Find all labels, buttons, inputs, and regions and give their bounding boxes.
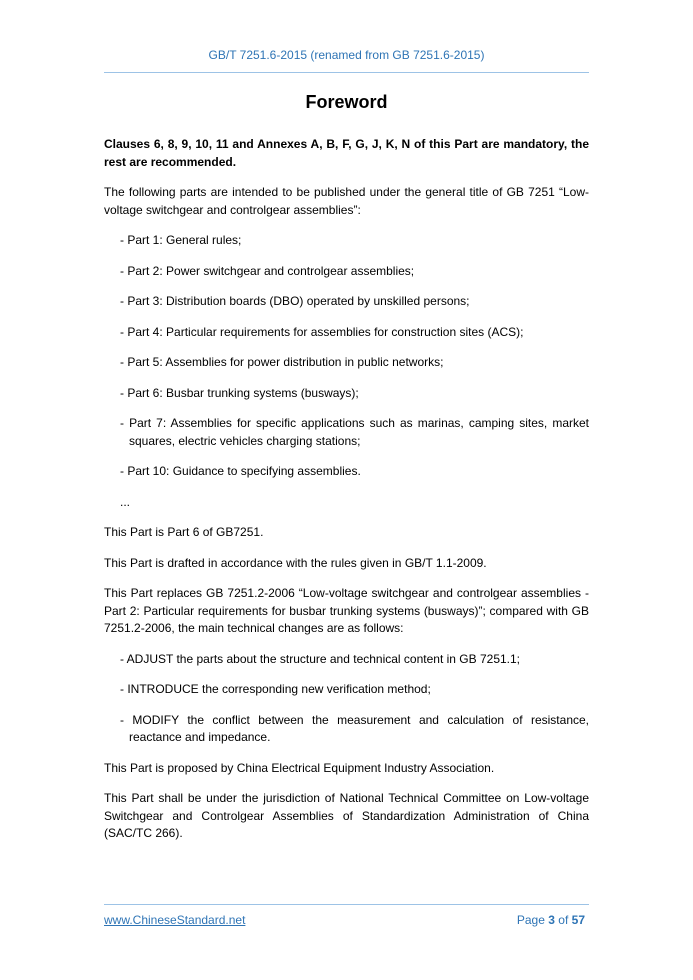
website-link[interactable]: www.ChineseStandard.net [104,913,246,927]
list-item: - Part 4: Particular requirements for assemblies for construction sites (ACS); [120,324,524,339]
proposed-paragraph: This Part is proposed by China Electrical Equipment Industry Association. [104,760,495,775]
page-label: Page [516,913,545,927]
list-item: - Part 2: Power switchgear and controlgear assemblies; [120,263,415,278]
page-total: 57 [571,913,585,927]
drafted-paragraph: This Part is drafted in accordance with the rules given in GB/T 1.1-2009. [104,555,487,570]
page-current: 3 [548,913,555,927]
list-item: - Part 10: Guidance to specifying assemblies. [120,464,361,478]
list-item: - Part 5: Assemblies for power distribution in public networks; [120,355,444,369]
running-header: GB/T 7251.6-2015 (renamed from GB 7251.6-2015) [208,48,485,62]
list-item: - ADJUST the parts about the structure and technical content in GB 7251.1; [120,651,521,666]
list-item: - Part 1: General rules; [120,233,242,247]
document-body [104,136,589,856]
intro-paragraph: The following parts are intended to be published under the general title of GB 7251 “Low-voltage switchgear and controlgear assemblies”: [104,185,589,217]
list-ellipsis: ... [120,494,131,509]
list-item: - INTRODUCE the corresponding new verification method; [120,682,431,696]
part-of-paragraph: This Part is Part 6 of GB7251. [104,525,264,539]
list-item: - MODIFY the conflict between the measurement and calculation of resistance, reactance and impedance. [120,712,589,744]
replaces-paragraph: This Part replaces GB 7251.2-2006 “Low-voltage switchgear and controlgear assemblies - Part 2: Particular requirements for busbar trunking systems (busways)”; compared with GB 7251.2-2006, the main technical changes are as follows: [104,586,589,635]
page-of-label: of [558,913,569,927]
page-number [517,913,585,927]
page-title: Foreword [305,92,388,112]
header-divider [104,72,589,73]
list-item: - Part 7: Assemblies for specific applications such as marinas, camping sites, market squares, electric vehicles charging stations; [120,416,589,448]
list-item: - Part 6: Busbar trunking systems (busways); [120,385,359,400]
jurisdiction-paragraph: This Part shall be under the jurisdiction of National Technical Committee on Low-voltage Switchgear and Controlgear Assemblies of Standardization Administration of China (SAC/TC 266). [104,791,589,840]
list-item: - Part 3: Distribution boards (DBO) operated by unskilled persons; [120,294,470,308]
footer-divider [104,904,589,905]
mandatory-note: Clauses 6, 8, 9, 10, 11 and Annexes A, B, F, G, J, K, N of this Part are mandatory, the rest are recommended. [104,137,589,169]
